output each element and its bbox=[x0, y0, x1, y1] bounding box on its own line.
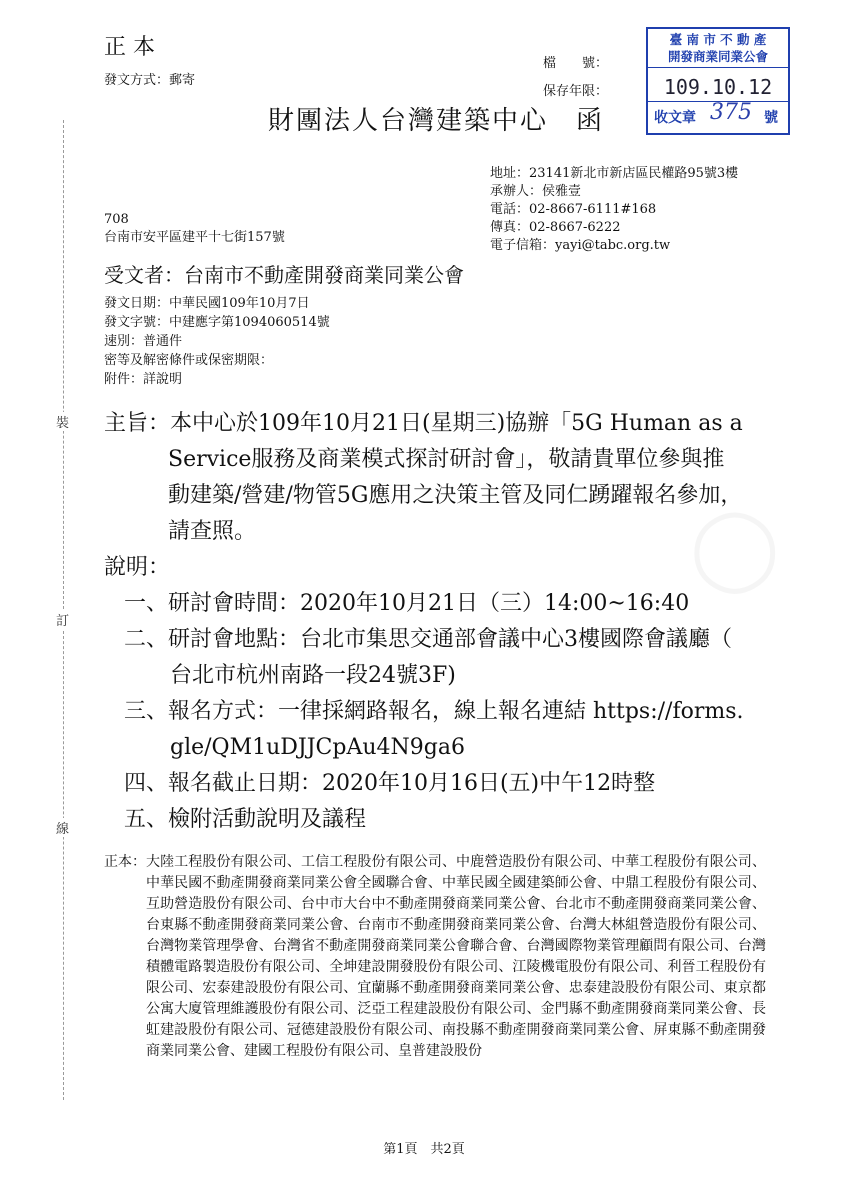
stamp-date: 109.10.12 bbox=[663, 75, 773, 99]
subject-line-4: 請查照。 bbox=[168, 519, 257, 544]
attachment: 附件：詳說明 bbox=[104, 372, 183, 387]
stamp-divider-1 bbox=[648, 67, 788, 68]
sender-phone: 電話：02-8667-6111#168 bbox=[490, 202, 657, 217]
speed-class: 速別：普通件 bbox=[104, 334, 183, 349]
stamp-received-number: 375 bbox=[710, 100, 752, 125]
explanation-item-4: 四、報名截止日期：2020年10月16日(五)中午12時整 bbox=[124, 771, 656, 796]
subject-line-2: Service服務及商業模式探討研討會」，敬請貴單位參與推 bbox=[168, 447, 725, 472]
explanation-heading: 說明： bbox=[104, 555, 171, 580]
explanation-item-3-line-2: gle/QM1uDJJCpAu4N9ga6 bbox=[170, 735, 465, 760]
received-stamp bbox=[646, 27, 790, 135]
explanation-item-2-line-2: 台北市杭州南路一段24號3F) bbox=[170, 663, 456, 688]
subject-line-3: 動建築/營建/物管5G應用之決策主管及同仁踴躍報名參加， bbox=[168, 483, 743, 508]
recipient-name: 受文者：台南市不動產開發商業同業公會 bbox=[104, 263, 464, 287]
stamp-received-label: 收文章 bbox=[654, 110, 696, 126]
faint-seal-watermark: ◯ bbox=[690, 500, 780, 593]
retention-label: 保存年限： bbox=[543, 84, 609, 99]
binding-char-1: 裝 bbox=[56, 412, 69, 431]
document-title: 財團法人台灣建築中心 函 bbox=[268, 106, 605, 136]
issue-date: 發文日期：中華民國109年10月7日 bbox=[104, 296, 310, 311]
doc-number: 發文字號：中建應字第1094060514號 bbox=[104, 315, 330, 330]
sender-email: 電子信箱：yayi@tabc.org.tw bbox=[490, 238, 671, 253]
recipient-postal-code: 708 bbox=[104, 212, 129, 227]
sender-handler: 承辦人：侯雅壹 bbox=[490, 184, 582, 199]
sender-fax: 傳真：02-8667-6222 bbox=[490, 220, 621, 235]
explanation-item-3-line-1: 三、報名方式：一律採網路報名，線上報名連結 https://forms. bbox=[124, 699, 744, 724]
explanation-item-5: 五、檢附活動說明及議程 bbox=[124, 807, 367, 832]
file-number-label: 檔 號： bbox=[543, 56, 609, 71]
page-number: 第1頁 共2頁 bbox=[383, 1142, 465, 1157]
subject-line-1: 主旨：本中心於109年10月21日(星期三)協辦「5G Human as a bbox=[104, 411, 743, 436]
recipient-address: 台南市安平區建平十七街157號 bbox=[104, 230, 285, 245]
recipients-label: 正本： bbox=[104, 854, 146, 870]
stamp-org-line1: 臺 南 市 不 動 產 bbox=[669, 32, 767, 47]
binding-char-2: 訂 bbox=[56, 610, 69, 629]
delivery-method: 發文方式：郵寄 bbox=[104, 73, 196, 88]
recipients-list: 大陸工程股份有限公司、工信工程股份有限公司、中鹿營造股份有限公司、中華工程股份有限公司、中華民國不動產開發商業同業公會全國聯合會、中華民國全國建築師公會、中鼎工程股份有限公司、互助營造股份有限公司、台中市大台中不動產開發商業同業公會、台北市不動產開發商業同業公會、台東縣不動產開發商業同業公會、台南市不動產開發商業同業公會、台灣大林組營造股份有限公司、台灣物業管理學會、台灣省不動產開發商業同業公會聯合會、台灣國際物業管理顧問有限公司、台灣積體電路製造股份有限公司、全坤建設開發股份有限公司、江陵機電股份有限公司、利晉工程股份有限公司、宏泰建設股份有限公司、宜蘭縣不動產開發商業同業公會、忠泰建設股份有限公司、東京都公寓大廈管理維護股份有限公司、泛亞工程建設股份有限公司、金門縣不動產開發商業同業公會、長虹建設股份有限公司、冠德建設股份有限公司、南投縣不動產開發商業同業公會、屏東縣不動產開發商業同業公會、建國工程股份有限公司、皇普建設股份 bbox=[146, 854, 766, 1059]
sender-address: 地址：23141新北市新店區民權路95號3樓 bbox=[490, 166, 739, 181]
binding-char-3: 線 bbox=[56, 818, 69, 837]
explanation-item-2-line-1: 二、研討會地點：台北市集思交通部會議中心3樓國際會議廳（ bbox=[124, 627, 732, 652]
explanation-item-1: 一、研討會時間：2020年10月21日（三）14:00~16:40 bbox=[124, 591, 690, 616]
secrecy-level: 密等及解密條件或保密期限： bbox=[104, 353, 274, 368]
stamp-received-suffix: 號 bbox=[764, 110, 778, 126]
copy-type: 正 本 bbox=[104, 35, 155, 60]
stamp-org-line2: 開發商業同業公會 bbox=[667, 49, 768, 64]
